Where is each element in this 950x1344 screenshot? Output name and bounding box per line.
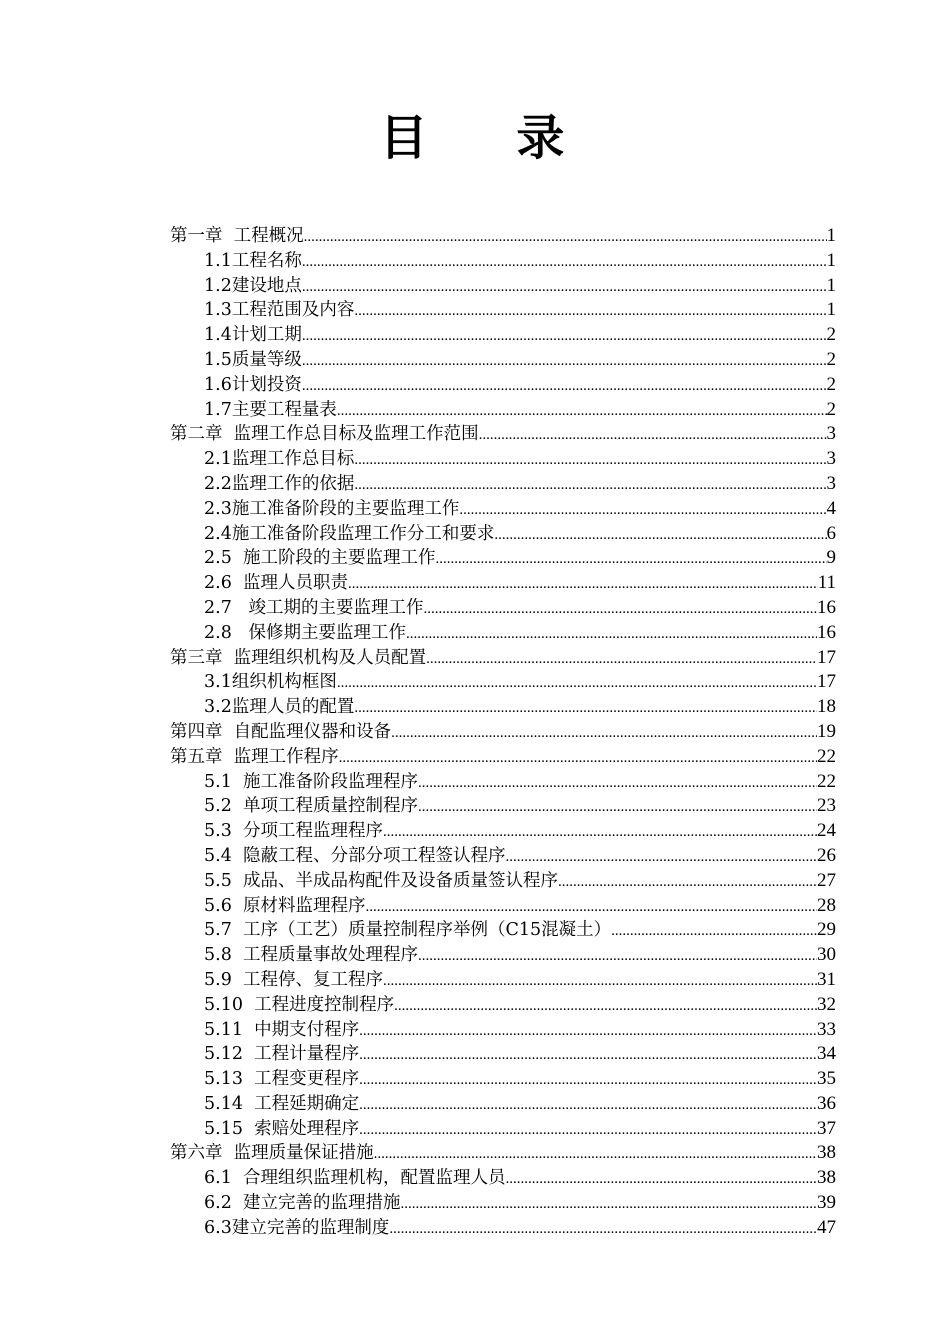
toc-entry-label: 5.2 单项工程质量控制程序 bbox=[204, 796, 418, 817]
toc-page-number: 9 bbox=[826, 547, 836, 569]
toc-section-entry[interactable] bbox=[170, 993, 836, 1018]
toc-chapter-entry[interactable] bbox=[170, 1141, 836, 1166]
toc-entry-label: 2.6 监理人员职责 bbox=[204, 573, 348, 594]
toc-entry-label: 6.1 合理组织监理机构，配置监理人员 bbox=[204, 1168, 506, 1189]
toc-section-entry[interactable] bbox=[170, 1018, 836, 1043]
toc-page-number: 22 bbox=[817, 745, 836, 767]
toc-entry-label: 5.4 隐蔽工程、分部分项工程签认程序 bbox=[204, 845, 506, 866]
toc-dot-leader bbox=[389, 1217, 817, 1242]
toc-page-number: 33 bbox=[817, 1018, 836, 1040]
toc-page-number: 3 bbox=[826, 423, 836, 445]
toc-dot-leader bbox=[418, 944, 817, 969]
toc-section-entry[interactable] bbox=[170, 1067, 836, 1092]
toc-entry-label: 第三章 监理组织机构及人员配置 bbox=[170, 647, 427, 668]
toc-section-entry[interactable] bbox=[170, 869, 836, 894]
toc-entry-label: 5.14 工程延期确定 bbox=[204, 1093, 360, 1114]
toc-page-number: 3 bbox=[826, 448, 836, 470]
toc-page-number: 2 bbox=[826, 324, 836, 346]
toc-dot-leader bbox=[435, 547, 826, 572]
toc-dot-leader bbox=[374, 1142, 817, 1167]
toc-dot-leader bbox=[424, 597, 817, 622]
toc-section-entry[interactable] bbox=[170, 1092, 836, 1117]
toc-entry-label: 5.3 分项工程监理程序 bbox=[204, 821, 383, 842]
toc-page-number: 30 bbox=[817, 944, 836, 966]
toc-page-number: 29 bbox=[817, 919, 836, 941]
toc-entry-label: 2.3施工准备阶段的主要监理工作 bbox=[204, 498, 460, 519]
toc-entry-label: 第四章 自配监理仪器和设备 bbox=[170, 721, 392, 742]
toc-page-number: 34 bbox=[817, 1043, 836, 1065]
toc-page-number: 39 bbox=[817, 1192, 836, 1214]
toc-section-entry[interactable] bbox=[170, 546, 836, 571]
toc-section-entry[interactable] bbox=[170, 596, 836, 621]
toc-dot-leader bbox=[339, 746, 817, 771]
toc-entry-label: 5.9 工程停、复工程序 bbox=[204, 969, 383, 990]
toc-dot-leader bbox=[359, 1068, 817, 1093]
toc-page-number: 16 bbox=[817, 596, 836, 618]
toc-dot-leader bbox=[558, 870, 817, 895]
toc-dot-leader bbox=[479, 423, 827, 448]
toc-section-entry[interactable] bbox=[170, 621, 836, 646]
toc-page-number: 3 bbox=[826, 472, 836, 494]
toc-entry-label: 1.2建设地点 bbox=[204, 275, 302, 296]
toc-section-entry[interactable] bbox=[170, 348, 836, 373]
toc-page-number: 22 bbox=[817, 770, 836, 792]
toc-chapter-entry[interactable] bbox=[170, 422, 836, 447]
toc-entry-label: 6.3建立完善的监理制度 bbox=[204, 1217, 390, 1238]
toc-page-number: 26 bbox=[817, 844, 836, 866]
toc-entry-label: 2.2监理工作的依据 bbox=[204, 473, 355, 494]
toc-dot-leader bbox=[302, 374, 827, 399]
toc-dot-leader bbox=[304, 225, 827, 250]
toc-section-entry[interactable] bbox=[170, 670, 836, 695]
toc-entry-label: 1.4计划工期 bbox=[204, 325, 302, 346]
toc-section-entry[interactable] bbox=[170, 794, 836, 819]
toc-entry-label: 1.5质量等级 bbox=[204, 349, 302, 370]
toc-entry-label: 1.3工程范围及内容 bbox=[204, 300, 355, 321]
toc-section-entry[interactable] bbox=[170, 770, 836, 795]
toc-dot-leader bbox=[505, 845, 817, 870]
toc-dot-leader bbox=[494, 523, 826, 548]
toc-page-number: 24 bbox=[817, 820, 836, 842]
toc-dot-leader bbox=[383, 969, 817, 994]
toc-section-entry[interactable] bbox=[170, 894, 836, 919]
toc-section-entry[interactable] bbox=[170, 398, 836, 423]
toc-page-number: 36 bbox=[817, 1092, 836, 1114]
toc-page-number: 1 bbox=[826, 225, 836, 246]
toc-section-entry[interactable] bbox=[170, 274, 836, 299]
toc-entry-label: 5.5 成品、半成品构配件及设备质量签认程序 bbox=[204, 870, 558, 891]
toc-dot-leader bbox=[406, 622, 817, 647]
toc-dot-leader bbox=[505, 1167, 817, 1192]
toc-page-number: 19 bbox=[817, 720, 836, 742]
toc-page-number: 38 bbox=[817, 1142, 836, 1164]
toc-entry-label: 第二章 监理工作总目标及监理工作范围 bbox=[170, 424, 479, 445]
toc-dot-leader bbox=[383, 820, 817, 845]
toc-entry-label: 3.2监理人员的配置 bbox=[204, 697, 355, 718]
toc-page-number: 2 bbox=[826, 348, 836, 370]
toc-section-entry[interactable] bbox=[170, 373, 836, 398]
toc-dot-leader bbox=[359, 1043, 817, 1068]
toc-section-entry[interactable] bbox=[170, 497, 836, 522]
toc-chapter-entry[interactable] bbox=[170, 745, 836, 770]
toc-page-number: 38 bbox=[817, 1167, 836, 1189]
toc-dot-leader bbox=[348, 572, 818, 597]
toc-page-number: 17 bbox=[817, 671, 836, 693]
toc-section-entry[interactable] bbox=[170, 1042, 836, 1067]
toc-section-entry[interactable] bbox=[170, 571, 836, 596]
toc-dot-leader bbox=[337, 399, 827, 424]
toc-page-number: 1 bbox=[826, 299, 836, 321]
toc-dot-leader bbox=[302, 275, 827, 300]
toc-section-entry[interactable] bbox=[170, 1191, 836, 1216]
toc-page-number: 2 bbox=[826, 373, 836, 395]
toc-section-entry[interactable] bbox=[170, 968, 836, 993]
toc-dot-leader bbox=[400, 1192, 817, 1217]
toc-entry-label: 5.12 工程计量程序 bbox=[204, 1044, 360, 1065]
toc-entry-label: 5.11 中期支付程序 bbox=[204, 1019, 360, 1040]
toc-entry-label: 1.1工程名称 bbox=[204, 250, 302, 271]
page-title: 目 录 bbox=[379, 110, 601, 166]
toc-page-number: 47 bbox=[817, 1216, 836, 1238]
toc-chapter-entry[interactable] bbox=[170, 646, 836, 671]
toc-dot-leader bbox=[302, 349, 827, 374]
toc-chapter-entry[interactable] bbox=[170, 224, 836, 249]
toc-section-entry[interactable] bbox=[170, 943, 836, 968]
toc-section-entry[interactable] bbox=[170, 522, 836, 547]
toc-dot-leader bbox=[418, 795, 817, 820]
table-of-contents bbox=[170, 224, 836, 1241]
toc-section-entry[interactable] bbox=[170, 844, 836, 869]
toc-dot-leader bbox=[611, 919, 817, 944]
toc-page-number: 35 bbox=[817, 1068, 836, 1090]
toc-entry-label: 第六章 监理质量保证措施 bbox=[170, 1143, 374, 1164]
toc-dot-leader bbox=[459, 498, 826, 523]
toc-page-number: 16 bbox=[817, 621, 836, 643]
toc-entry-label: 5.6 原材料监理程序 bbox=[204, 895, 366, 916]
toc-entry-label: 1.7主要工程量表 bbox=[204, 399, 337, 420]
toc-section-entry[interactable] bbox=[170, 472, 836, 497]
toc-page-number: 2 bbox=[826, 398, 836, 420]
toc-dot-leader bbox=[354, 696, 817, 721]
toc-entry-label: 5.10 工程进度控制程序 bbox=[204, 994, 395, 1015]
toc-section-entry[interactable] bbox=[170, 298, 836, 323]
toc-page-number: 11 bbox=[817, 572, 836, 594]
toc-dot-leader bbox=[302, 324, 827, 349]
toc-page-number: 6 bbox=[826, 522, 836, 544]
toc-entry-label: 2.4施工准备阶段监理工作分工和要求 bbox=[204, 523, 495, 544]
toc-section-entry[interactable] bbox=[170, 447, 836, 472]
toc-entry-label: 2.7 竣工期的主要监理工作 bbox=[204, 597, 424, 618]
toc-entry-label: 第五章 监理工作程序 bbox=[170, 746, 339, 767]
toc-section-entry[interactable] bbox=[170, 249, 836, 274]
toc-section-entry[interactable] bbox=[170, 323, 836, 348]
toc-page-number: 1 bbox=[826, 249, 836, 271]
toc-entry-label: 5.1 施工准备阶段监理程序 bbox=[204, 771, 418, 792]
toc-entry-label: 2.5 施工阶段的主要监理工作 bbox=[204, 548, 436, 569]
toc-page-number: 31 bbox=[817, 968, 836, 990]
toc-dot-leader bbox=[359, 1118, 817, 1143]
toc-dot-leader bbox=[359, 1019, 817, 1044]
toc-page-number: 32 bbox=[817, 993, 836, 1015]
toc-section-entry[interactable] bbox=[170, 1216, 836, 1241]
toc-entry-label: 5.7 工序（工艺）质量控制程序举例（C15混凝土） bbox=[204, 920, 612, 941]
toc-page-number: 37 bbox=[817, 1117, 836, 1139]
toc-page-number: 28 bbox=[817, 894, 836, 916]
toc-section-entry[interactable] bbox=[170, 918, 836, 943]
toc-page-number: 23 bbox=[817, 795, 836, 817]
toc-entry-label: 5.8 工程质量事故处理程序 bbox=[204, 945, 418, 966]
toc-page-number: 18 bbox=[817, 696, 836, 718]
toc-dot-leader bbox=[354, 299, 826, 324]
toc-chapter-entry[interactable] bbox=[170, 720, 836, 745]
toc-dot-leader bbox=[354, 473, 826, 498]
toc-page-number: 27 bbox=[817, 869, 836, 891]
toc-entry-label: 5.15 索赔处理程序 bbox=[204, 1118, 360, 1139]
toc-entry-label: 2.1监理工作总目标 bbox=[204, 449, 355, 470]
toc-dot-leader bbox=[394, 994, 817, 1019]
toc-entry-label: 5.13 工程变更程序 bbox=[204, 1069, 360, 1090]
toc-section-entry[interactable] bbox=[170, 1166, 836, 1191]
toc-dot-leader bbox=[391, 721, 817, 746]
toc-entry-label: 2.8 保修期主要监理工作 bbox=[204, 622, 407, 643]
toc-section-entry[interactable] bbox=[170, 1117, 836, 1142]
toc-section-entry[interactable] bbox=[170, 695, 836, 720]
toc-dot-leader bbox=[418, 771, 817, 796]
toc-dot-leader bbox=[365, 895, 817, 920]
toc-entry-label: 3.1组织机构框图 bbox=[204, 672, 337, 693]
toc-section-entry[interactable] bbox=[170, 819, 836, 844]
toc-dot-leader bbox=[359, 1093, 817, 1118]
toc-entry-label: 6.2 建立完善的监理措施 bbox=[204, 1193, 401, 1214]
toc-page-number: 17 bbox=[817, 646, 836, 668]
toc-dot-leader bbox=[354, 448, 826, 473]
toc-page-number: 1 bbox=[826, 274, 836, 296]
toc-entry-label: 第一章 工程概况 bbox=[170, 226, 304, 246]
toc-dot-leader bbox=[337, 671, 817, 696]
toc-dot-leader bbox=[426, 647, 817, 672]
toc-page-number: 4 bbox=[826, 497, 836, 519]
toc-entry-label: 1.6计划投资 bbox=[204, 374, 302, 395]
toc-dot-leader bbox=[302, 250, 827, 275]
